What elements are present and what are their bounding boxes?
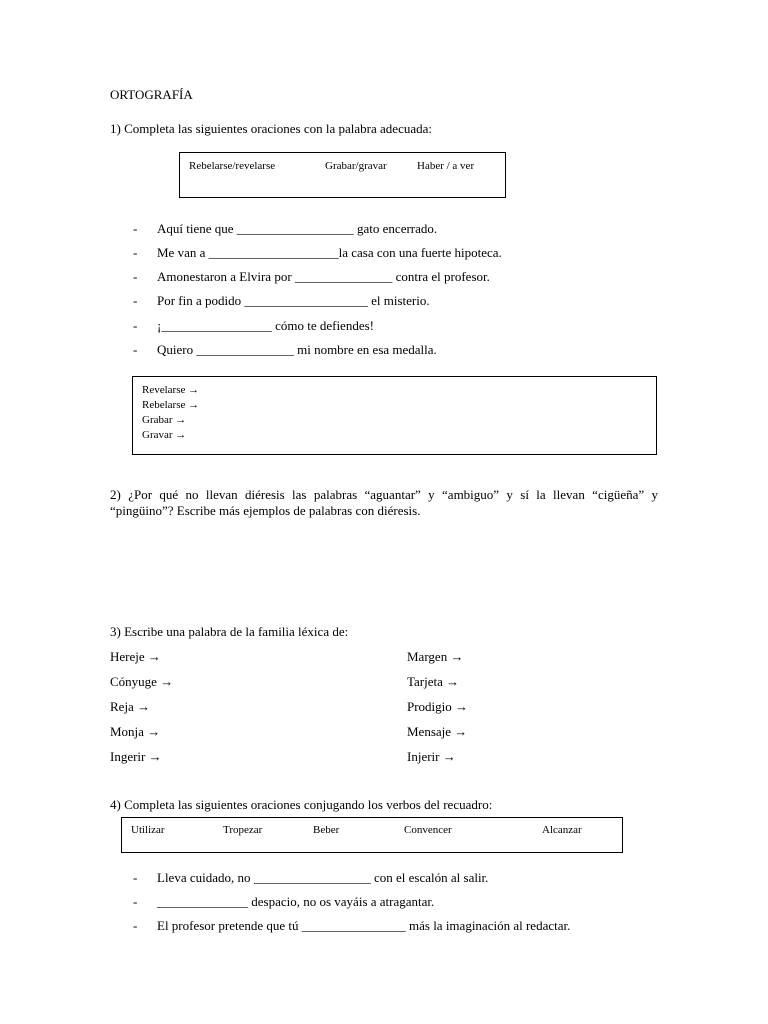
exercise-1-sentence: Quiero _______________ mi nombre en esa medalla. <box>157 342 437 357</box>
exercise-1-sentence: ¡_________________ cómo te defiendes! <box>157 318 374 333</box>
exercise-4-sentence: El profesor pretende que tú ________________ más la imaginación al redactar. <box>157 918 571 933</box>
lexical-family-item: Cónyuge → <box>110 674 174 689</box>
page-title: ORTOGRAFÍA <box>110 87 193 102</box>
exercise-4-heading: 4) Completa las siguientes oraciones conjugando los verbos del recuadro: <box>110 797 493 812</box>
lexical-family-item: Monja → <box>110 724 161 739</box>
exercise-1-sentence: Amonestaron a Elvira por _______________ contra el profesor. <box>157 269 490 284</box>
lexical-family-item: Ingerir → <box>110 749 162 764</box>
lexical-family-item: Margen → <box>407 649 464 664</box>
lexical-family-item: Injerir → <box>407 749 456 764</box>
verb-item: Alcanzar <box>542 824 582 836</box>
definition-line: Grabar → <box>142 414 187 426</box>
word-box-1 <box>179 152 506 198</box>
bullet-dash: - <box>133 269 138 284</box>
word-box-1-item: Haber / a ver <box>417 160 475 172</box>
exercise-4-sentence: ______________ despacio, no os vayáis a atragantar. <box>157 894 435 909</box>
bullet-dash: - <box>133 245 138 260</box>
lexical-family-item: Tarjeta → <box>407 674 460 689</box>
word-box-1-item: Grabar/gravar <box>325 160 387 172</box>
definition-line: Gravar → <box>142 429 187 441</box>
verb-item: Convencer <box>404 824 452 836</box>
bullet-dash: - <box>133 918 138 933</box>
bullet-dash: - <box>133 894 138 909</box>
bullet-dash: - <box>133 870 138 885</box>
exercise-4-sentence: Lleva cuidado, no __________________ con el escalón al salir. <box>157 870 489 885</box>
lexical-family-item: Mensaje → <box>407 724 468 739</box>
verb-item: Beber <box>313 824 340 836</box>
verb-item: Utilizar <box>131 824 165 836</box>
bullet-dash: - <box>133 221 138 236</box>
verb-item: Tropezar <box>223 824 263 836</box>
lexical-family-item: Prodigio → <box>407 699 469 714</box>
bullet-dash: - <box>133 342 138 357</box>
exercise-1-heading: 1) Completa las siguientes oraciones con la palabra adecuada: <box>110 121 432 136</box>
lexical-family-item: Reja → <box>110 699 151 714</box>
exercise-3-heading: 3) Escribe una palabra de la familia léxica de: <box>110 624 349 639</box>
bullet-dash: - <box>133 293 138 308</box>
exercise-1-sentence: Por fin a podido ___________________ el misterio. <box>157 293 430 308</box>
exercise-1-sentence: Aquí tiene que __________________ gato encerrado. <box>157 221 438 236</box>
definitions-box <box>132 376 657 455</box>
definition-line: Revelarse → <box>142 384 200 396</box>
word-box-4 <box>121 817 623 853</box>
word-box-1-item: Rebelarse/revelarse <box>189 160 276 172</box>
exercise-2-text: 2) ¿Por qué no llevan diéresis las palabras “aguantar” y “ambiguo” y sí la llevan “cigüeña” y “pingüino”? Escribe más ejemplos de palabras con diéresis. <box>110 487 658 518</box>
bullet-dash: - <box>133 318 138 333</box>
definition-line: Rebelarse → <box>142 399 200 411</box>
exercise-1-sentence: Me van a ____________________la casa con una fuerte hipoteca. <box>157 245 502 260</box>
lexical-family-item: Hereje → <box>110 649 161 664</box>
